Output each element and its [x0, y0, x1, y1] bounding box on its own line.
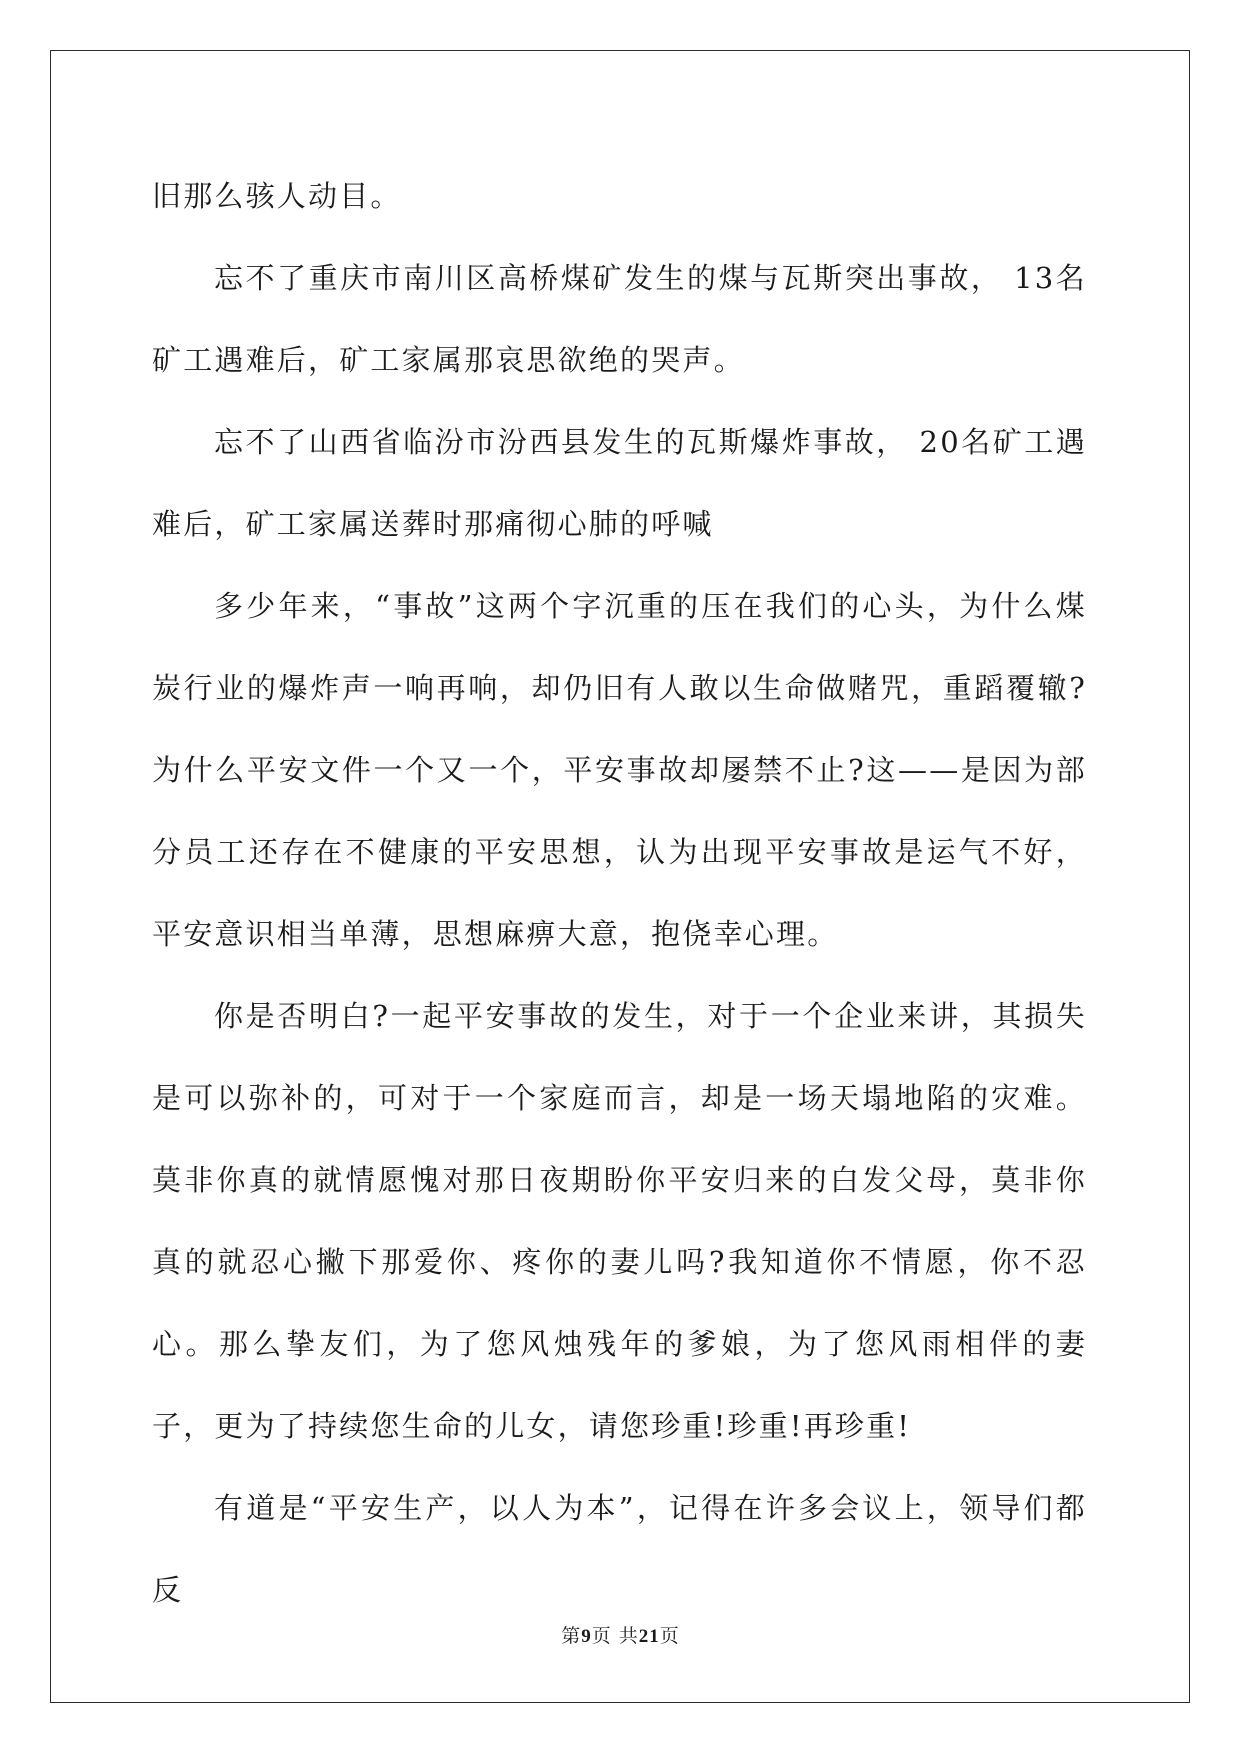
paragraph-3: 忘不了山西省临汾市汾西县发生的瓦斯爆炸事故， 20名矿工遇难后，矿工家属送葬时那痛彻心肺的呼喊 [152, 425, 1087, 541]
footer-suffix: 页 [659, 1625, 680, 1647]
footer-middle: 页 共 [591, 1625, 639, 1647]
paragraph-5: 你是否明白?一起平安事故的发生，对于一个企业来讲，其损失是可以弥补的，可对于一个家庭而言，却是一场天塌地陷的灾难。莫非你真的就情愿愧对那日夜期盼你平安归来的白发父母，莫非你真的就忍心撇下那爱你、疼你的妻儿吗?我知道你不情愿，你不忍心。那么挚友们，为了您风烛残年的爹娘，为了您风雨相伴的妻子，更为了持续您生命的儿女，请您珍重!珍重!再珍重! [152, 999, 1087, 1443]
page-footer [0, 1624, 1241, 1649]
paragraph-1: 旧那么骇人动目。 [152, 179, 402, 213]
paragraph-4: 多少年来，“事故”这两个字沉重的压在我们的心头，为什么煤炭行业的爆炸声一响再响，却仍旧有人敢以生命做赌咒，重蹈覆辙?为什么平安文件一个又一个，平安事故却屡禁不止?这——是因为部分员工还存在不健康的平安思想，认为出现平安事故是运气不好，平安意识相当单薄，思想麻痹大意，抱侥幸心理。 [152, 589, 1087, 951]
paragraph-2: 忘不了重庆市南川区高桥煤矿发生的煤与瓦斯突出事故， 13名矿工遇难后，矿工家属那哀思欲绝的哭声。 [152, 261, 1087, 377]
paragraph-6: 有道是“平安生产，以人为本”，记得在许多会议上，领导们都反 [152, 1491, 1087, 1607]
total-page-number: 21 [638, 1626, 660, 1647]
current-page-number: 9 [581, 1626, 592, 1647]
footer-prefix: 第 [561, 1625, 582, 1647]
document-body [152, 155, 1087, 1631]
